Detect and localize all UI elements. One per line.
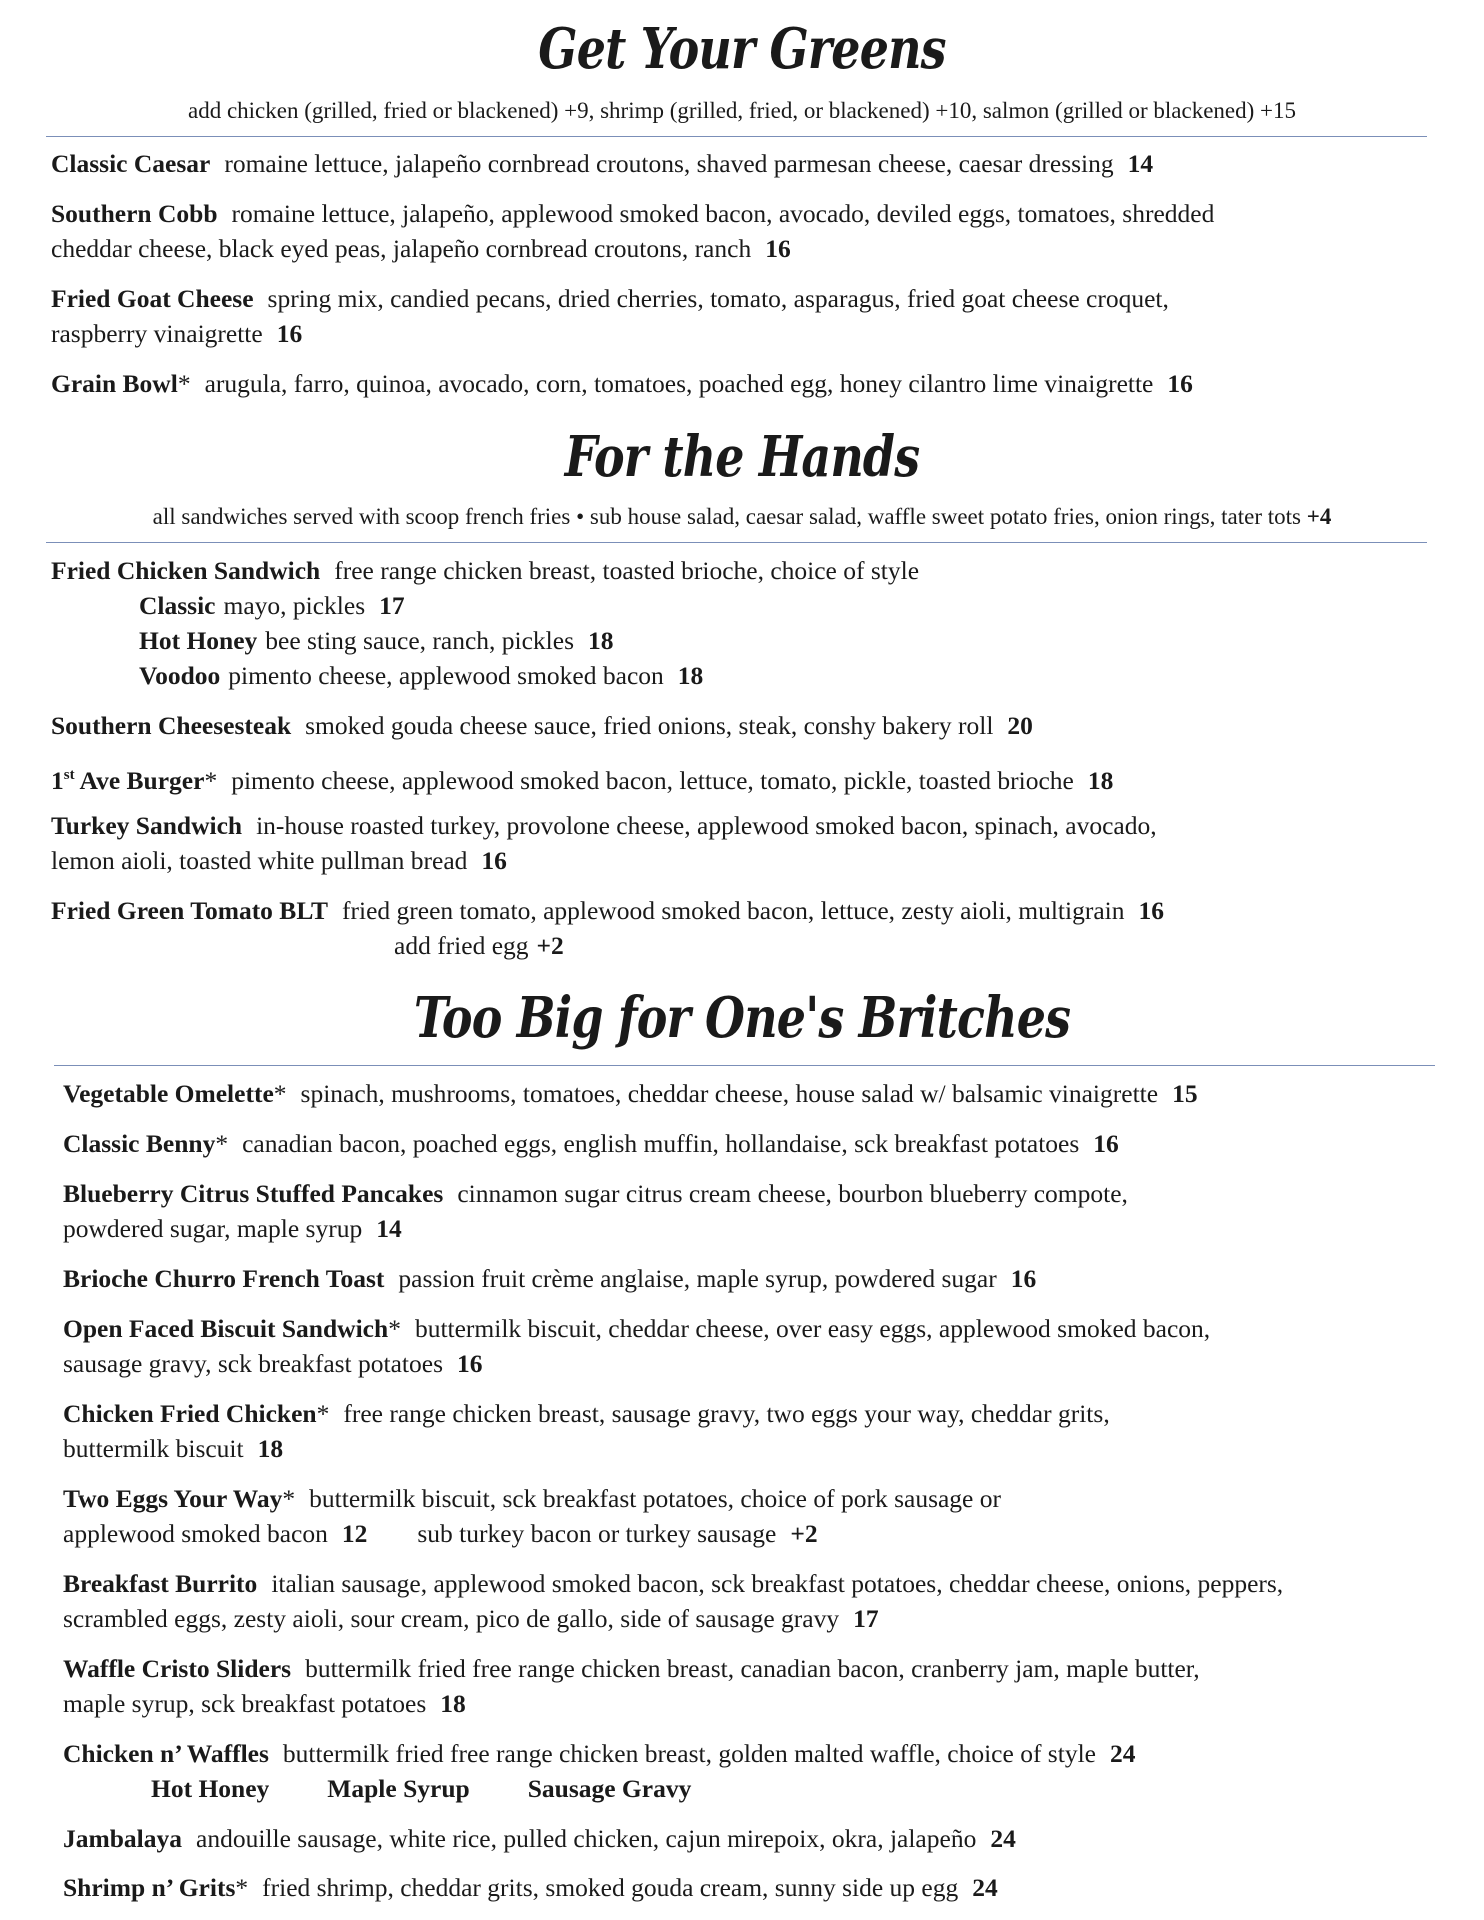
item-price: 16 — [1093, 1129, 1119, 1158]
addon-text: sub turkey bacon or turkey sausage — [417, 1519, 777, 1548]
item-name: Jambalaya — [63, 1824, 183, 1853]
section-title-hands: For the Hands — [564, 424, 920, 490]
section-divider-hands — [46, 542, 1427, 543]
style-name: Classic — [139, 591, 216, 620]
item-price: 16 — [765, 234, 791, 263]
item-name: Fried Goat Cheese — [51, 284, 254, 313]
section-note-price: +4 — [1306, 504, 1332, 529]
item-desc: arugula, farro, quinoa, avocado, corn, tomatoes, poached egg, honey cilantro lime vinaigrette — [204, 369, 1154, 398]
menu-item — [51, 553, 919, 588]
item-price: 24 — [972, 1873, 998, 1902]
style-desc: mayo, pickles — [223, 591, 366, 620]
item-price: 14 — [376, 1214, 402, 1243]
item-price: 16 — [1167, 369, 1193, 398]
menu-item — [63, 1481, 1001, 1551]
style-price: 17 — [379, 591, 405, 620]
item-asterisk: * — [316, 1399, 330, 1428]
section-title-greens: Get Your Greens — [538, 16, 946, 82]
style-desc: bee sting sauce, ranch, pickles — [265, 626, 575, 655]
item-desc-cont: powdered sugar, maple syrup — [63, 1214, 363, 1243]
item-name: Waffle Cristo Sliders — [63, 1654, 292, 1683]
item-desc: cinnamon sugar citrus cream cheese, bourbon blueberry compote, — [457, 1179, 1128, 1208]
item-desc-cont: applewood smoked bacon — [63, 1519, 328, 1548]
menu-item — [63, 1566, 1283, 1636]
menu-item — [63, 1821, 1016, 1856]
item-name: Classic Caesar — [51, 149, 211, 178]
item-asterisk: * — [204, 766, 218, 795]
item-name: Chicken Fried Chicken — [63, 1399, 317, 1428]
item-desc: romaine lettuce, jalapeño cornbread croutons, shaved parmesan cheese, caesar dressing — [224, 149, 1114, 178]
item-desc-cont: cheddar cheese, black eyed peas, jalapeño cornbread croutons, ranch — [51, 234, 752, 263]
item-name-ordinal: st — [63, 767, 75, 783]
item-desc: in-house roasted turkey, provolone cheese, applewood smoked bacon, spinach, avocado, — [256, 811, 1157, 840]
item-price: 18 — [440, 1689, 466, 1718]
item-desc: fried green tomato, applewood smoked bacon, lettuce, zesty aioli, multigrain — [342, 896, 1125, 925]
item-name: Fried Green Tomato BLT — [51, 896, 328, 925]
item-desc-cont: scrambled eggs, zesty aioli, sour cream, pico de gallo, side of sausage gravy — [63, 1604, 840, 1633]
item-asterisk: * — [215, 1129, 229, 1158]
style-option — [139, 588, 405, 623]
item-asterisk: * — [273, 1079, 287, 1108]
item-name: Southern Cheesesteak — [51, 711, 292, 740]
item-price: 20 — [1007, 711, 1033, 740]
section-title-britches: Too Big for One's Britches — [413, 985, 1071, 1051]
item-name: Turkey Sandwich — [51, 811, 243, 840]
item-desc: canadian bacon, poached eggs, english muffin, hollandaise, sck breakfast potatoes — [242, 1129, 1080, 1158]
style-name: Maple Syrup — [327, 1774, 470, 1803]
menu-item — [51, 196, 1214, 266]
item-price: 14 — [1127, 149, 1154, 178]
menu-item — [51, 146, 1153, 181]
menu-item — [51, 708, 1033, 743]
menu-item — [51, 366, 1193, 401]
item-desc: romaine lettuce, jalapeño, applewood smoked bacon, avocado, deviled eggs, tomatoes, shredded — [231, 199, 1215, 228]
menu-item — [63, 1076, 1198, 1111]
menu-item — [63, 1870, 998, 1905]
item-price: 18 — [257, 1434, 284, 1463]
item-desc-cont: buttermilk biscuit — [63, 1434, 244, 1463]
item-name: Southern Cobb — [51, 199, 218, 228]
item-name: Open Faced Biscuit Sandwich — [63, 1314, 389, 1343]
item-name: Vegetable Omelette — [63, 1079, 274, 1108]
item-price: 16 — [1138, 896, 1164, 925]
item-addon — [394, 928, 564, 963]
item-name: Chicken n’ Waffles — [63, 1739, 269, 1768]
item-desc: italian sausage, applewood smoked bacon, sck breakfast potatoes, cheddar cheese, onions, peppers, — [271, 1569, 1284, 1598]
item-price: 24 — [1109, 1739, 1136, 1768]
menu-item — [63, 1651, 1200, 1721]
style-price: 18 — [588, 626, 614, 655]
style-price: 18 — [677, 661, 704, 690]
section-divider-britches — [54, 1065, 1435, 1066]
item-desc: buttermilk biscuit, sck breakfast potatoes, choice of pork sausage or — [309, 1484, 1001, 1513]
menu-item — [51, 758, 1113, 798]
style-name: Hot Honey — [151, 1774, 270, 1803]
item-desc: fried shrimp, cheddar grits, smoked gouda cream, sunny side up egg — [262, 1873, 959, 1902]
menu-item — [63, 1396, 1110, 1466]
item-price: 24 — [990, 1824, 1016, 1853]
item-price: 16 — [1010, 1264, 1037, 1293]
style-name: Sausage Gravy — [527, 1774, 692, 1803]
item-asterisk: * — [235, 1873, 249, 1902]
item-desc: passion fruit crème anglaise, maple syrup, powdered sugar — [398, 1264, 997, 1293]
item-desc: smoked gouda cheese sauce, fried onions, steak, conshy bakery roll — [305, 711, 994, 740]
item-name-rest: Ave Burger — [74, 766, 205, 795]
item-price: 18 — [1087, 766, 1114, 795]
style-name: Hot Honey — [139, 626, 258, 655]
item-price: 16 — [276, 319, 303, 348]
section-note-hands — [0, 502, 1484, 532]
item-name: Grain Bowl — [51, 369, 178, 398]
item-desc: free range chicken breast, sausage gravy, two eggs your way, cheddar grits, — [343, 1399, 1110, 1428]
item-name — [51, 766, 204, 795]
menu-item — [63, 1736, 1135, 1771]
menu-item — [63, 1261, 1036, 1296]
menu-item — [63, 1126, 1119, 1161]
item-desc: spring mix, candied pecans, dried cherries, tomato, asparagus, fried goat cheese croquet, — [267, 284, 1169, 313]
section-divider-greens — [46, 136, 1427, 137]
item-name: Brioche Churro French Toast — [63, 1264, 385, 1293]
item-desc-cont: raspberry vinaigrette — [51, 319, 263, 348]
item-name: Fried Chicken Sandwich — [51, 556, 321, 585]
style-option — [139, 658, 703, 693]
menu-item — [51, 893, 1164, 928]
item-asterisk: * — [388, 1314, 401, 1343]
item-price: 16 — [481, 846, 507, 875]
item-asterisk: * — [282, 1484, 296, 1513]
menu-item — [63, 1176, 1128, 1246]
item-price: 12 — [341, 1519, 368, 1548]
section-note-text: all sandwiches served with scoop french fries • sub house salad, caesar salad, waffle sweet potato fries, onion rings, tater tots — [152, 504, 1301, 529]
item-desc-cont: maple syrup, sck breakfast potatoes — [63, 1689, 427, 1718]
item-name: Shrimp n’ Grits — [63, 1873, 236, 1902]
style-option — [139, 623, 614, 658]
menu-item — [51, 281, 1169, 351]
style-desc: pimento cheese, applewood smoked bacon — [228, 661, 664, 690]
menu-item — [51, 808, 1157, 878]
item-desc: free range chicken breast, toasted brioche, choice of style — [334, 556, 920, 585]
addon-text: add fried egg — [394, 931, 529, 960]
item-price: 15 — [1172, 1079, 1198, 1108]
item-asterisk: * — [177, 369, 191, 398]
item-name: Classic Benny — [63, 1129, 216, 1158]
item-price: 17 — [853, 1604, 879, 1633]
style-name: Voodoo — [139, 661, 221, 690]
item-price: 16 — [457, 1349, 483, 1378]
item-desc-cont: sausage gravy, sck breakfast potatoes — [63, 1349, 443, 1378]
addon-price: +2 — [790, 1519, 818, 1548]
item-desc: buttermilk biscuit, cheddar cheese, over easy eggs, applewood smoked bacon, — [414, 1314, 1211, 1343]
item-name-number: 1 — [51, 766, 64, 795]
item-desc: andouille sausage, white rice, pulled chicken, cajun mirepoix, okra, jalapeño — [196, 1824, 977, 1853]
item-desc-cont: lemon aioli, toasted white pullman bread — [51, 846, 468, 875]
addon-price: +2 — [536, 931, 564, 960]
item-name: Two Eggs Your Way — [63, 1484, 283, 1513]
item-desc: buttermilk fried free range chicken breast, canadian bacon, cranberry jam, maple butter, — [305, 1654, 1200, 1683]
item-desc: spinach, mushrooms, tomatoes, cheddar cheese, house salad w/ balsamic vinaigrette — [300, 1079, 1159, 1108]
item-desc: pimento cheese, applewood smoked bacon, lettuce, tomato, pickle, toasted brioche — [231, 766, 1074, 795]
style-options — [151, 1771, 691, 1806]
item-desc: buttermilk fried free range chicken breast, golden malted waffle, choice of style — [282, 1739, 1096, 1768]
menu-item — [63, 1311, 1210, 1381]
section-note-greens: add chicken (grilled, fried or blackened) +9, shrimp (grilled, fried, or blackened) +10, salmon (grilled or blackened) +15 — [187, 98, 1297, 123]
item-name: Blueberry Citrus Stuffed Pancakes — [63, 1179, 444, 1208]
item-name: Breakfast Burrito — [63, 1569, 258, 1598]
